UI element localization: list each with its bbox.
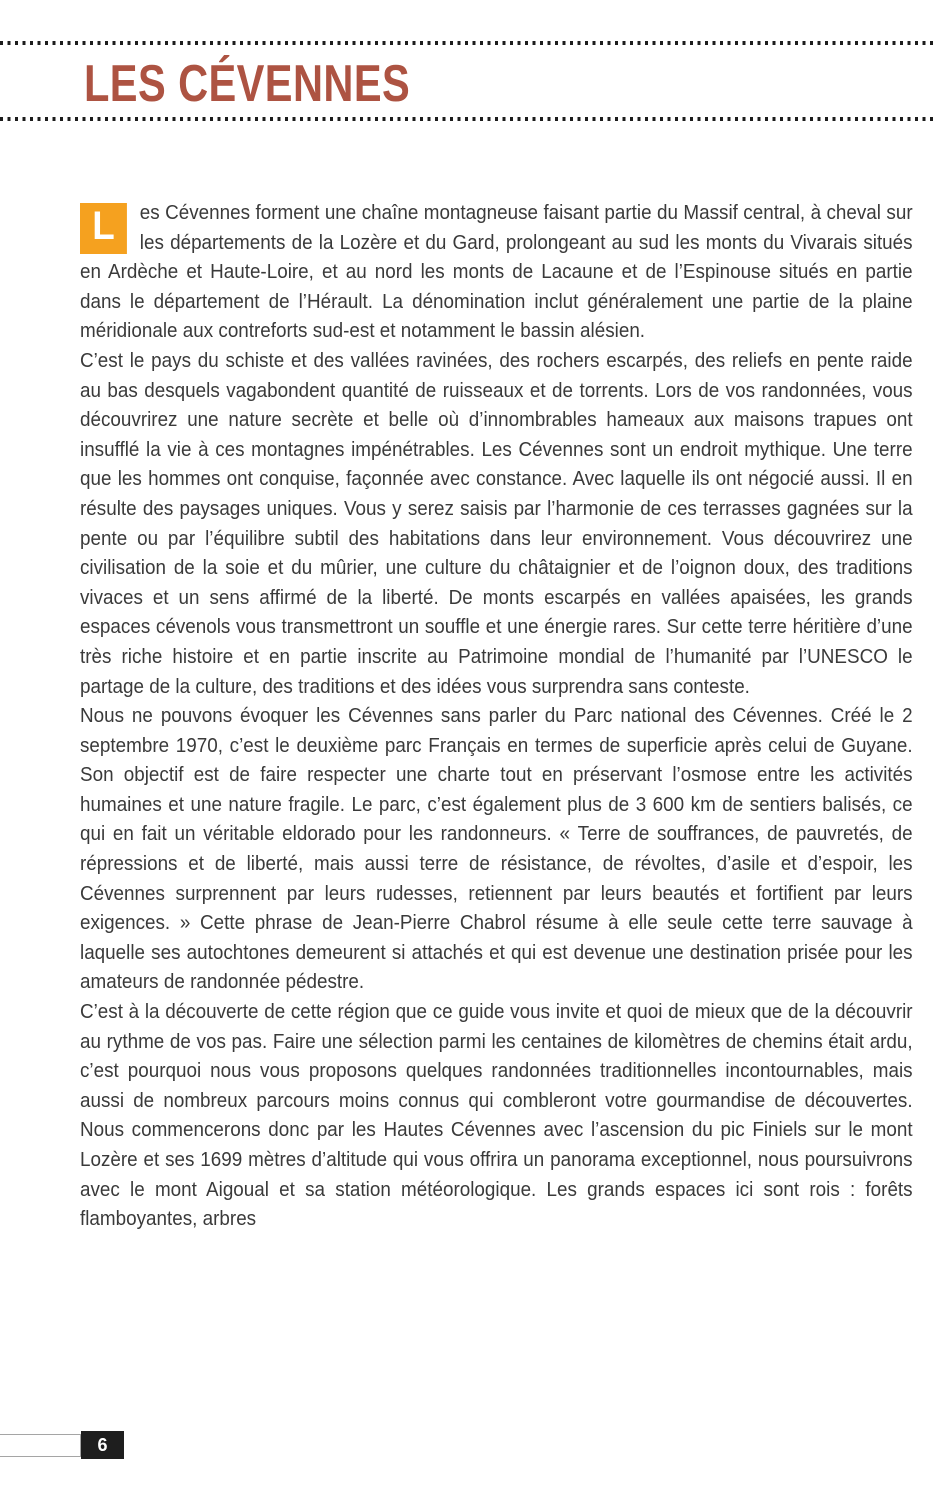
paragraph-intro [80, 198, 913, 346]
page-title: LES CÉVENNES [84, 55, 411, 113]
dotted-rule-under-title [0, 117, 933, 121]
body-text [80, 198, 913, 1234]
paragraph-landscape: C’est le pays du schiste et des vallées ravinées, des rochers escarpés, des reliefs en pente raide au bas desquels vagabondent quantité de ruisseaux et de torrents. Lors de vos randonnées, vous découvrirez une nature secrète et belle où d’innombrables hameaux aux maisons trapues ont insufflé la vie à ces montagnes impénétrables. Les Cévennes sont un endroit mythique. Une terre que les hommes ont conquise, façonnée avec constance. Avec laquelle ils ont négocié aussi. Il en résulte des paysages uniques. Vous y serez saisis par l’harmonie de ces terrasses gagnées sur la pente ou par l’équilibre subtil des habitations dans leur environnement. Vous découvrirez une civilisation de la soie et du mûrier, une culture du châtaignier et de l’oignon doux, des traditions vivaces et un sens affirmé de la liberté. De monts escarpés en vallées apaisées, les grands espaces cévenols vous transmettront un souffle et une énergie rares. Sur cette terre héritière d’une très riche histoire et en partie inscrite au Patrimoine mondial de l’humanité par l’UNESCO le partage de la culture, des traditions et des idées vous surprendra sans conteste. [80, 348, 913, 698]
dotted-rule-top [0, 41, 933, 45]
dropcap-letter: L [80, 203, 127, 254]
footer-bar [0, 1434, 81, 1457]
paragraph-national-park: Nous ne pouvons évoquer les Cévennes sans parler du Parc national des Cévennes. Créé le 2 septembre 1970, c’est le deuxième parc Français en termes de superficie après celui de Guyane. Son objectif est de faire respecter une charte tout en préservant l’osmose entre les activités humaines et une nature fragile. Le parc, c’est également plus de 3 600 km de sentiers balisés, ce qui en fait un véritable eldorado pour les randonneurs. « Terre de souffrances, de pauvretés, de répressions et de liberté, mais aussi terre de résistance, de révoltes, d’asile et d’espoir, les Cévennes surprennent par leurs rudesses, retiennent par leurs beautés et fortifient par leurs exigences. » Cette phrase de Jean-Pierre Chabrol résume à elle seule cette terre sauvage à laquelle ses autochtones demeurent si attachés et qui est devenue une destination prisée pour les amateurs de randonnée pédestre. [80, 704, 913, 994]
paragraph-guide: C’est à la découverte de cette région que ce guide vous invite et quoi de mieux que de la découvrir au rythme de vos pas. Faire une sélection parmi les centaines de kilomètres de chemins était ardu, c’est pourquoi nous vous proposons quelques randonnées traditionnelles incontournables, mais aussi de nombreux parcours moins connus qui combleront votre gourmandise de découvertes. Nous commencerons donc par les Hautes Cévennes avec l’ascension du pic Finiels sur le mont Lozère et ses 1699 mètres d’altitude qui vous offrira un panorama exceptionnel, nous poursuivrons avec le mont Aigoual et sa station météorologique. Les grands espaces ici sont rois : forêts flamboyantes, arbres [80, 1000, 913, 1231]
paragraph-intro-text: es Cévennes forment une chaîne montagneuse faisant partie du Massif central, à cheval sur les départements de la Lozère et du Gard, prolongeant au sud les monts du Vivarais situés en Ardèche et Haute-Loire, et au nord les monts de Lacaune et de l’Espinouse situés en partie dans le département de l’Hérault. La dénomination inclut généralement une partie de la plaine méridionale aux contreforts sud-est et notamment le bassin alésien. [80, 201, 913, 343]
page-number-badge: 6 [81, 1431, 124, 1459]
